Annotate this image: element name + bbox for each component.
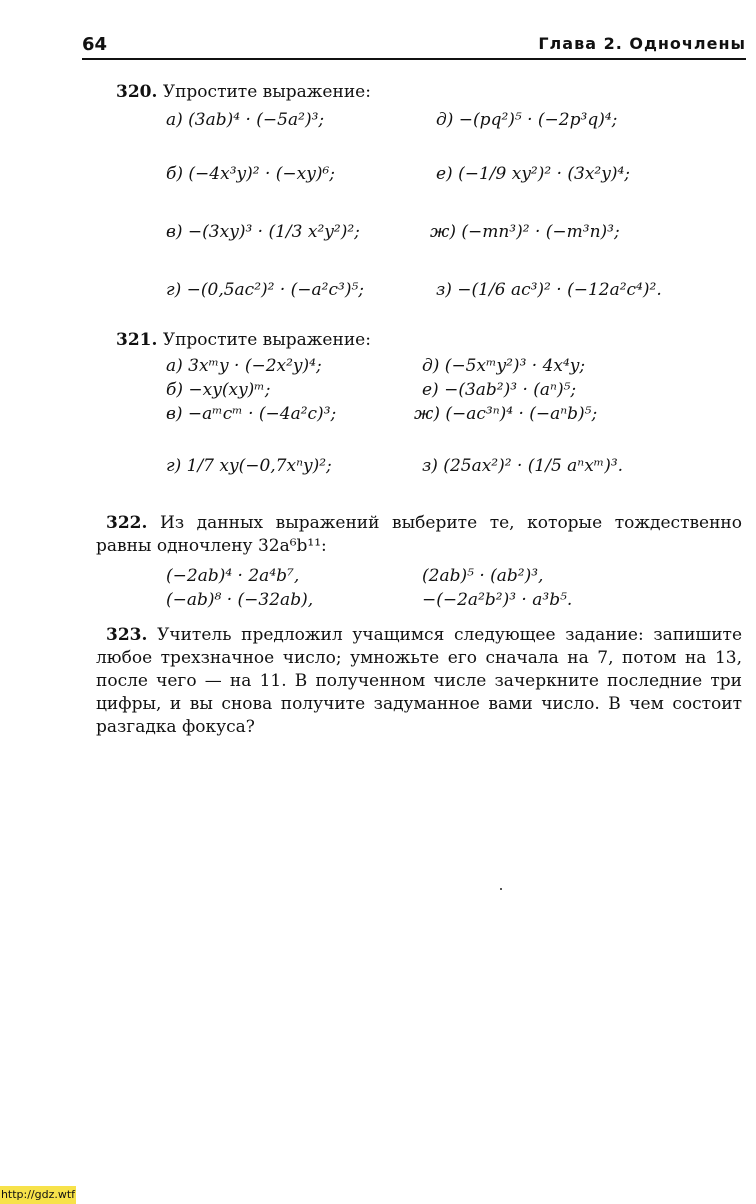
ex321-g: г) 1/7 xy(−0,7xⁿy)²; xyxy=(166,456,332,476)
ex321-zh: ж) (−ac³ⁿ)⁴ · (−aⁿb)⁵; xyxy=(414,404,598,424)
ex322-expr-1: (−2ab)⁴ · 2a⁴b⁷, xyxy=(166,566,300,586)
ex320-g: г) −(0,5ac²)² · (−a²c³)⁵; xyxy=(166,280,365,300)
ex320-b: б) (−4x³y)² · (−xy)⁶; xyxy=(166,164,336,184)
footer-url[interactable]: http://gdz.wtf xyxy=(0,1186,76,1204)
ex321-number: 321. xyxy=(116,330,158,350)
ex320-e: е) (−1/9 xy²)² · (3x²y)⁴; xyxy=(436,164,631,184)
ex322-expr-3: (−ab)⁸ · (−32ab), xyxy=(166,590,314,610)
ex321-v: в) −aᵐcᵐ · (−4a²c)³; xyxy=(166,404,337,424)
ex321-e: е) −(3ab²)³ · (aⁿ)⁵; xyxy=(422,380,577,400)
ex321-heading xyxy=(116,330,371,350)
speck-mark xyxy=(500,888,502,890)
ex321-title: Упростите выражение: xyxy=(162,330,371,350)
ex322-expr-4: −(−2a²b²)³ · a³b⁵. xyxy=(422,590,573,610)
header-rule xyxy=(82,58,746,60)
ex320-zh: ж) (−mn³)² · (−m³n)³; xyxy=(430,222,620,242)
ex320-d: д) −(pq²)⁵ · (−2p³q)⁴; xyxy=(436,110,618,130)
ex323-text-block xyxy=(96,624,742,739)
ex322-text-block xyxy=(96,512,742,558)
ex322-text: Из данных выражений выберите те, которые тождественно равны одночлену 32a⁶b¹¹: xyxy=(96,513,742,556)
ex321-a: а) 3xᵐy · (−2x²y)⁴; xyxy=(166,356,322,376)
ex323-number: 323. xyxy=(106,625,148,645)
ex320-a: а) (3ab)⁴ · (−5a²)³; xyxy=(166,110,325,130)
ex320-title: Упростите выражение: xyxy=(162,82,371,102)
ex320-heading xyxy=(116,82,371,102)
chapter-title: Глава 2. Одночлены xyxy=(538,34,746,53)
page-number: 64 xyxy=(82,34,108,55)
ex323-text: Учитель предложил учащимся следующее задание: запишите любое трехзначное число; умножьте его сначала на 7, потом на 13, после чего — на 11. В полученном числе зачеркните последние три цифры, и вы снова получите задуманное вами число. В чем состоит разгадка фокуса? xyxy=(96,625,743,737)
ex320-z: з) −(1/6 ac³)² · (−12a²c⁴)². xyxy=(436,280,662,300)
ex320-number: 320. xyxy=(116,82,158,102)
ex322-number: 322. xyxy=(106,513,148,533)
ex321-b: б) −xy(xy)ᵐ; xyxy=(166,380,271,400)
ex321-d: д) (−5xᵐy²)³ · 4x⁴y; xyxy=(422,356,586,376)
ex320-v: в) −(3xy)³ · (1/3 x²y²)²; xyxy=(166,222,360,242)
ex322-expr-2: (2ab)⁵ · (ab²)³, xyxy=(422,566,544,586)
ex321-z: з) (25ax²)² · (1/5 aⁿxᵐ)³. xyxy=(422,456,624,476)
